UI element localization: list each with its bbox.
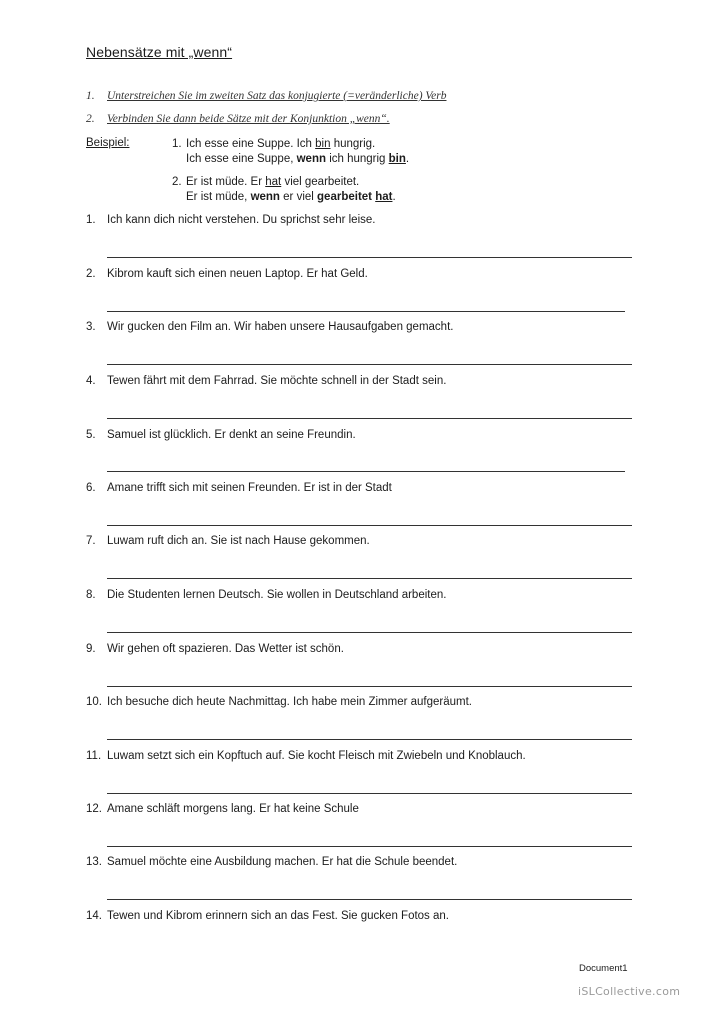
instruction-number: 2. (86, 113, 95, 125)
verb-bold-underlined: bin (388, 153, 406, 165)
exercise-number: 1. (86, 214, 96, 226)
answer-line[interactable] (107, 739, 632, 740)
exercise-number: 7. (86, 535, 96, 547)
exercise-text: Samuel ist glücklich. Er denkt an seine Freundin. (107, 429, 356, 441)
exercise-number: 2. (86, 268, 96, 280)
exercise-11 (86, 750, 526, 762)
exercise-4 (86, 375, 446, 387)
example-sentences: 1. Ich esse eine Suppe. Ich bin hungrig. (172, 138, 376, 150)
conjunction-bold: wenn (296, 153, 326, 165)
exercise-6 (86, 482, 392, 494)
exercise-text: Amane trifft sich mit seinen Freunden. Er ist in der Stadt (107, 482, 392, 494)
exercise-text: Die Studenten lernen Deutsch. Sie wollen in Deutschland arbeiten. (107, 589, 447, 601)
answer-line[interactable] (107, 525, 632, 526)
exercise-number: 11. (86, 750, 102, 762)
answer-line[interactable] (107, 578, 632, 579)
instruction-2 (86, 113, 390, 125)
answer-line[interactable] (107, 257, 632, 258)
watermark: iSLCollective.com (578, 985, 681, 998)
answer-line[interactable] (107, 899, 632, 900)
exercise-number: 6. (86, 482, 96, 494)
exercise-2 (86, 268, 368, 280)
instruction-text: Verbinden Sie dann beide Sätze mit der Konjunktion „wenn“. (107, 113, 390, 125)
participle-bold: gearbeitet (317, 191, 372, 203)
exercise-1 (86, 214, 375, 226)
exercise-number: 8. (86, 589, 96, 601)
exercise-12 (86, 803, 359, 815)
exercise-number: 14. (86, 910, 102, 922)
exercise-3 (86, 321, 453, 333)
answer-line[interactable] (107, 364, 632, 365)
exercise-text: Luwam ruft dich an. Sie ist nach Hause gekommen. (107, 535, 370, 547)
answer-line[interactable] (107, 793, 632, 794)
exercise-text: Tewen und Kibrom erinnern sich an das Fest. Sie gucken Fotos an. (107, 910, 449, 922)
exercise-text: Tewen fährt mit dem Fahrrad. Sie möchte schnell in der Stadt sein. (107, 375, 447, 387)
exercise-number: 10. (86, 696, 102, 708)
conjunction-bold: wenn (250, 191, 280, 203)
example-1 (172, 137, 409, 167)
instruction-number: 1. (86, 90, 95, 102)
answer-line[interactable] (107, 846, 632, 847)
exercise-number: 12. (86, 803, 102, 815)
exercise-text: Ich besuche dich heute Nachmittag. Ich habe mein Zimmer aufgeräumt. (107, 696, 472, 708)
exercise-number: 5. (86, 429, 96, 441)
exercise-5 (86, 429, 356, 441)
answer-line[interactable] (107, 311, 625, 312)
verb-underlined: bin (315, 138, 331, 150)
answer-line[interactable] (107, 471, 625, 472)
example-2 (172, 175, 396, 205)
exercise-text: Ich kann dich nicht verstehen. Du sprichst sehr leise. (107, 214, 376, 226)
exercise-7 (86, 535, 370, 547)
exercise-number: 4. (86, 375, 96, 387)
exercise-number: 13. (86, 856, 102, 868)
worksheet-title: Nebensätze mit „wenn“ (86, 44, 233, 60)
exercise-text: Kibrom kauft sich einen neuen Laptop. Er hat Geld. (107, 268, 368, 280)
answer-line[interactable] (107, 632, 632, 633)
example-number: 1. (172, 138, 182, 150)
exercise-text: Wir gucken den Film an. Wir haben unsere Hausaufgaben gemacht. (107, 321, 454, 333)
example-sentences: 2. Er ist müde. Er hat viel gearbeitet. (172, 176, 360, 188)
example-solution: Er ist müde, wenn er viel gearbeitet hat. (186, 191, 396, 203)
answer-line[interactable] (107, 686, 632, 687)
exercise-text: Wir gehen oft spazieren. Das Wetter ist schön. (107, 643, 344, 655)
beispiel-label: Beispiel: (86, 137, 130, 149)
exercise-14 (86, 910, 449, 922)
exercise-13 (86, 856, 457, 868)
example-number: 2. (172, 176, 182, 188)
instruction-text: Unterstreichen Sie im zweiten Satz das konjugierte (=veränderliche) Verb (107, 90, 447, 102)
exercise-text: Luwam setzt sich ein Kopftuch auf. Sie kocht Fleisch mit Zwiebeln und Knoblauch. (107, 750, 526, 762)
document-name: Document1 (579, 963, 628, 974)
answer-line[interactable] (107, 418, 632, 419)
verb-underlined: hat (265, 176, 282, 188)
exercise-10 (86, 696, 472, 708)
example-solution: Ich esse eine Suppe, wenn ich hungrig bin. (186, 153, 410, 165)
exercise-number: 3. (86, 321, 96, 333)
exercise-8 (86, 589, 446, 601)
exercise-text: Amane schläft morgens lang. Er hat keine Schule (107, 803, 359, 815)
instruction-1 (86, 90, 446, 102)
verb-bold-underlined: hat (375, 191, 393, 203)
exercise-9 (86, 643, 344, 655)
exercise-number: 9. (86, 643, 96, 655)
exercise-text: Samuel möchte eine Ausbildung machen. Er hat die Schule beendet. (107, 856, 458, 868)
